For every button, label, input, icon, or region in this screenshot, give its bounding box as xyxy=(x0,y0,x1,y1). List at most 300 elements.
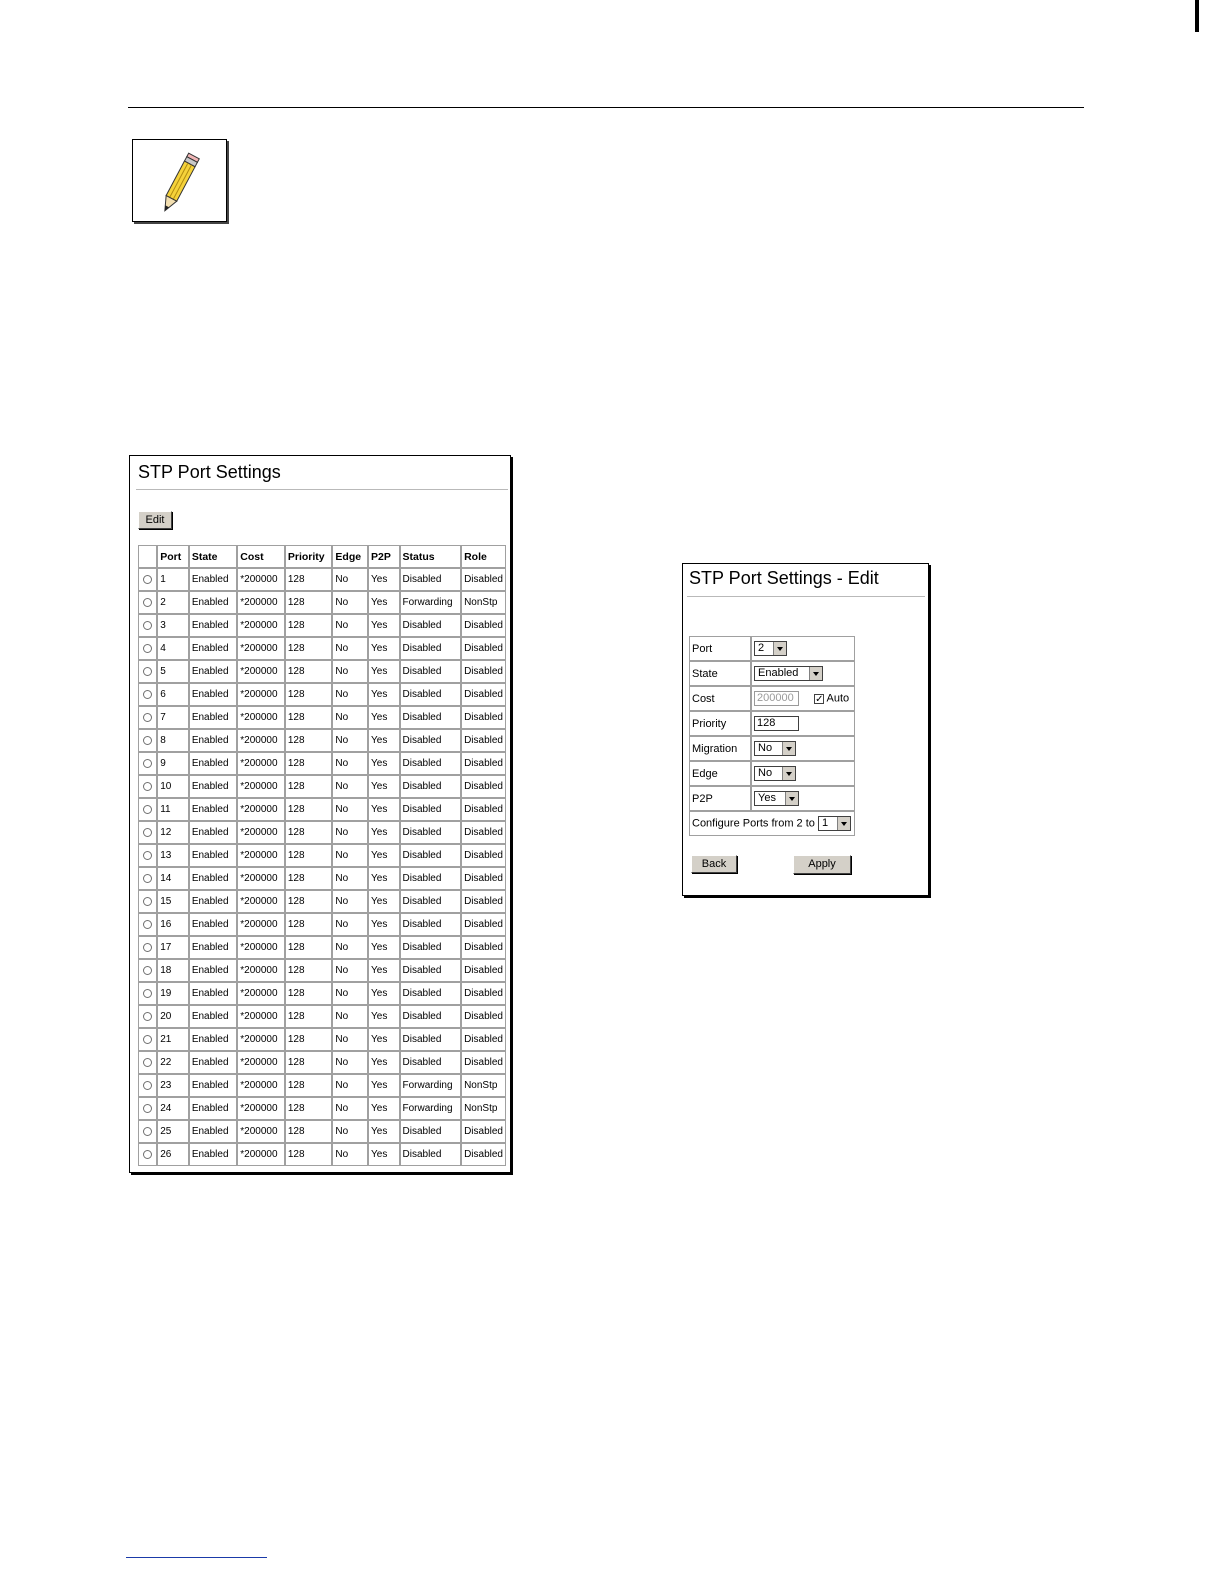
cell-port: 12 xyxy=(157,821,189,844)
cell-p2p: Yes xyxy=(368,729,399,752)
row-radio-button[interactable] xyxy=(143,805,152,814)
cell-state: Enabled xyxy=(189,568,237,591)
row-radio-button[interactable] xyxy=(143,759,152,768)
cell-edge: No xyxy=(332,568,368,591)
cell-role: Disabled xyxy=(461,890,506,913)
table-row xyxy=(138,1120,506,1143)
row-radio-button[interactable] xyxy=(143,851,152,860)
table-row xyxy=(138,683,506,706)
cell-state: Enabled xyxy=(189,706,237,729)
cell-priority: 128 xyxy=(285,775,333,798)
port-select-value: 2 xyxy=(758,642,765,654)
form-row-cost xyxy=(689,686,855,711)
cell-role: Disabled xyxy=(461,1120,506,1143)
cell-port: 7 xyxy=(157,706,189,729)
edge-label: Edge xyxy=(689,761,751,786)
cell-p2p: Yes xyxy=(368,798,399,821)
row-radio-button[interactable] xyxy=(143,598,152,607)
cell-cost: *200000 xyxy=(237,1028,285,1051)
select-cell xyxy=(138,637,157,660)
cell-port: 22 xyxy=(157,1051,189,1074)
cell-status: Forwarding xyxy=(400,1097,462,1120)
column-header-p2p: P2P xyxy=(368,545,399,568)
column-header-port: Port xyxy=(157,545,189,568)
cell-role: Disabled xyxy=(461,637,506,660)
cell-state: Enabled xyxy=(189,775,237,798)
cell-role: Disabled xyxy=(461,913,506,936)
cell-p2p: Yes xyxy=(368,1120,399,1143)
cell-edge: No xyxy=(332,775,368,798)
select-cell xyxy=(138,1005,157,1028)
select-cell xyxy=(138,1143,157,1166)
cell-state: Enabled xyxy=(189,752,237,775)
cell-role: Disabled xyxy=(461,775,506,798)
cell-priority: 128 xyxy=(285,660,333,683)
configure-to-select[interactable] xyxy=(818,816,851,831)
auto-checkbox[interactable]: ✓ xyxy=(815,693,824,705)
cell-status: Disabled xyxy=(400,706,462,729)
row-radio-button[interactable] xyxy=(143,1081,152,1090)
cell-cost: *200000 xyxy=(237,1074,285,1097)
edge-select-value: No xyxy=(758,767,773,779)
select-cell xyxy=(138,821,157,844)
row-radio-button[interactable] xyxy=(143,897,152,906)
select-cell xyxy=(138,959,157,982)
table-row xyxy=(138,591,506,614)
cell-p2p: Yes xyxy=(368,913,399,936)
cell-state: Enabled xyxy=(189,1120,237,1143)
cell-port: 16 xyxy=(157,913,189,936)
row-radio-button[interactable] xyxy=(143,1035,152,1044)
cell-status: Disabled xyxy=(400,1051,462,1074)
cell-cost: *200000 xyxy=(237,683,285,706)
header-rule xyxy=(128,107,1084,108)
cell-cost: *200000 xyxy=(237,936,285,959)
edit-form xyxy=(689,636,855,836)
cell-role: NonStp xyxy=(461,1074,506,1097)
auto-label: Auto xyxy=(826,692,850,705)
table-row xyxy=(138,1143,506,1166)
cell-state: Enabled xyxy=(189,591,237,614)
title-divider xyxy=(136,489,508,490)
cell-priority: 128 xyxy=(285,752,333,775)
table-row xyxy=(138,614,506,637)
cell-role: Disabled xyxy=(461,798,506,821)
migration-select[interactable] xyxy=(754,741,796,756)
cell-state: Enabled xyxy=(189,821,237,844)
cell-cost: *200000 xyxy=(237,660,285,683)
row-radio-button[interactable] xyxy=(143,690,152,699)
select-cell xyxy=(138,614,157,637)
cell-cost: *200000 xyxy=(237,798,285,821)
cell-status: Disabled xyxy=(400,752,462,775)
form-row-migration xyxy=(689,736,855,761)
row-radio-button[interactable] xyxy=(143,575,152,584)
form-row-state xyxy=(689,661,855,686)
edit-button[interactable]: Edit xyxy=(138,511,172,529)
cell-priority: 128 xyxy=(285,982,333,1005)
cell-port: 4 xyxy=(157,637,189,660)
stp-port-edit-panel xyxy=(682,563,929,896)
chevron-down-icon xyxy=(809,667,822,680)
row-radio-button[interactable] xyxy=(143,874,152,883)
cell-p2p: Yes xyxy=(368,706,399,729)
cell-p2p: Yes xyxy=(368,867,399,890)
cell-state: Enabled xyxy=(189,614,237,637)
cell-role: Disabled xyxy=(461,1028,506,1051)
cell-p2p: Yes xyxy=(368,637,399,660)
cell-state: Enabled xyxy=(189,1051,237,1074)
apply-button[interactable]: Apply xyxy=(793,855,851,874)
cell-state: Enabled xyxy=(189,959,237,982)
cell-role: Disabled xyxy=(461,752,506,775)
select-cell xyxy=(138,867,157,890)
select-cell xyxy=(138,1051,157,1074)
table-row xyxy=(138,1028,506,1051)
cell-cost: *200000 xyxy=(237,844,285,867)
column-header-cost: Cost xyxy=(237,545,285,568)
cell-role: Disabled xyxy=(461,706,506,729)
select-cell xyxy=(138,660,157,683)
cell-state: Enabled xyxy=(189,890,237,913)
cell-edge: No xyxy=(332,752,368,775)
select-cell xyxy=(138,752,157,775)
cell-port: 15 xyxy=(157,890,189,913)
state-select-value: Enabled xyxy=(758,667,799,679)
cell-edge: No xyxy=(332,959,368,982)
priority-cell xyxy=(751,711,855,736)
cell-port: 3 xyxy=(157,614,189,637)
cell-port: 6 xyxy=(157,683,189,706)
chevron-down-icon xyxy=(837,817,850,830)
cell-priority: 128 xyxy=(285,1051,333,1074)
select-cell xyxy=(138,683,157,706)
cell-port: 23 xyxy=(157,1074,189,1097)
cell-edge: No xyxy=(332,660,368,683)
cell-status: Disabled xyxy=(400,775,462,798)
cell-cost: *200000 xyxy=(237,1120,285,1143)
column-header-state: State xyxy=(189,545,237,568)
port-select[interactable] xyxy=(754,641,787,656)
cell-state: Enabled xyxy=(189,1143,237,1166)
cell-p2p: Yes xyxy=(368,775,399,798)
column-header-status: Status xyxy=(400,545,462,568)
cell-edge: No xyxy=(332,729,368,752)
priority-input[interactable]: 128 xyxy=(754,716,799,731)
cell-port: 1 xyxy=(157,568,189,591)
state-label: State xyxy=(689,661,751,686)
cell-priority: 128 xyxy=(285,913,333,936)
cell-cost: *200000 xyxy=(237,591,285,614)
cell-port: 9 xyxy=(157,752,189,775)
table-row xyxy=(138,844,506,867)
row-radio-button[interactable] xyxy=(143,1127,152,1136)
p2p-cell xyxy=(751,786,855,811)
cell-cost: *200000 xyxy=(237,1005,285,1028)
cell-p2p: Yes xyxy=(368,844,399,867)
select-cell xyxy=(138,798,157,821)
select-cell xyxy=(138,1120,157,1143)
migration-label: Migration xyxy=(689,736,751,761)
row-radio-button[interactable] xyxy=(143,1058,152,1067)
row-radio-button[interactable] xyxy=(143,713,152,722)
cell-port: 17 xyxy=(157,936,189,959)
cell-p2p: Yes xyxy=(368,660,399,683)
cell-status: Disabled xyxy=(400,959,462,982)
select-cell xyxy=(138,591,157,614)
cell-priority: 128 xyxy=(285,683,333,706)
cell-cost: *200000 xyxy=(237,982,285,1005)
row-radio-button[interactable] xyxy=(143,989,152,998)
cell-cost: *200000 xyxy=(237,890,285,913)
cell-priority: 128 xyxy=(285,729,333,752)
row-radio-button[interactable] xyxy=(143,782,152,791)
table-row xyxy=(138,982,506,1005)
cell-status: Disabled xyxy=(400,1005,462,1028)
page-edge-mark xyxy=(1195,0,1199,32)
cell-edge: No xyxy=(332,890,368,913)
cell-port: 14 xyxy=(157,867,189,890)
port-cell xyxy=(751,636,855,661)
cell-cost: *200000 xyxy=(237,637,285,660)
cell-edge: No xyxy=(332,1143,368,1166)
form-row-priority xyxy=(689,711,855,736)
column-header-priority: Priority xyxy=(285,545,333,568)
migration-cell xyxy=(751,736,855,761)
cell-state: Enabled xyxy=(189,637,237,660)
select-cell xyxy=(138,1074,157,1097)
cell-port: 21 xyxy=(157,1028,189,1051)
cell-status: Disabled xyxy=(400,1143,462,1166)
cell-edge: No xyxy=(332,936,368,959)
cell-status: Forwarding xyxy=(400,591,462,614)
cell-p2p: Yes xyxy=(368,982,399,1005)
cell-p2p: Yes xyxy=(368,1005,399,1028)
table-row xyxy=(138,936,506,959)
cell-edge: No xyxy=(332,867,368,890)
cell-port: 24 xyxy=(157,1097,189,1120)
cell-priority: 128 xyxy=(285,706,333,729)
cell-status: Disabled xyxy=(400,982,462,1005)
cell-cost: *200000 xyxy=(237,775,285,798)
cell-p2p: Yes xyxy=(368,1051,399,1074)
cell-status: Disabled xyxy=(400,867,462,890)
configure-cell xyxy=(689,811,855,836)
chevron-down-icon xyxy=(773,642,786,655)
table-row xyxy=(138,637,506,660)
cell-role: Disabled xyxy=(461,982,506,1005)
cell-role: Disabled xyxy=(461,1051,506,1074)
cell-cost: *200000 xyxy=(237,752,285,775)
row-radio-button[interactable] xyxy=(143,1104,152,1113)
cell-port: 19 xyxy=(157,982,189,1005)
cell-status: Disabled xyxy=(400,913,462,936)
configure-label: Configure Ports from 2 to xyxy=(692,817,815,830)
cell-role: Disabled xyxy=(461,821,506,844)
cell-edge: No xyxy=(332,982,368,1005)
cell-priority: 128 xyxy=(285,890,333,913)
table-header-row xyxy=(138,545,506,568)
cell-status: Disabled xyxy=(400,798,462,821)
panel-title: STP Port Settings xyxy=(138,462,281,482)
select-cell xyxy=(138,1028,157,1051)
cell-role: Disabled xyxy=(461,1143,506,1166)
cell-priority: 128 xyxy=(285,568,333,591)
stp-port-settings-panel xyxy=(129,455,511,1173)
cell-edge: No xyxy=(332,798,368,821)
cell-port: 13 xyxy=(157,844,189,867)
cell-priority: 128 xyxy=(285,1074,333,1097)
cost-label: Cost xyxy=(689,686,751,711)
cell-cost: *200000 xyxy=(237,706,285,729)
cost-input: 200000 xyxy=(754,691,799,706)
cell-edge: No xyxy=(332,1074,368,1097)
row-radio-button[interactable] xyxy=(143,1012,152,1021)
cell-edge: No xyxy=(332,591,368,614)
cell-state: Enabled xyxy=(189,982,237,1005)
cell-edge: No xyxy=(332,683,368,706)
cell-status: Disabled xyxy=(400,890,462,913)
cell-priority: 128 xyxy=(285,637,333,660)
cell-port: 25 xyxy=(157,1120,189,1143)
cell-priority: 128 xyxy=(285,614,333,637)
select-cell xyxy=(138,936,157,959)
cell-priority: 128 xyxy=(285,1005,333,1028)
cell-edge: No xyxy=(332,913,368,936)
cell-role: Disabled xyxy=(461,568,506,591)
edge-cell xyxy=(751,761,855,786)
table-row xyxy=(138,890,506,913)
cell-cost: *200000 xyxy=(237,867,285,890)
cell-p2p: Yes xyxy=(368,1143,399,1166)
select-cell xyxy=(138,568,157,591)
table-row xyxy=(138,706,506,729)
cell-port: 2 xyxy=(157,591,189,614)
edge-select[interactable] xyxy=(754,766,796,781)
cell-role: Disabled xyxy=(461,936,506,959)
table-row xyxy=(138,867,506,890)
row-radio-button[interactable] xyxy=(143,920,152,929)
cell-status: Disabled xyxy=(400,844,462,867)
cell-port: 5 xyxy=(157,660,189,683)
cell-status: Forwarding xyxy=(400,1074,462,1097)
cell-port: 11 xyxy=(157,798,189,821)
cell-cost: *200000 xyxy=(237,1051,285,1074)
select-cell xyxy=(138,890,157,913)
cell-cost: *200000 xyxy=(237,821,285,844)
cell-priority: 128 xyxy=(285,844,333,867)
cell-priority: 128 xyxy=(285,821,333,844)
table-row xyxy=(138,729,506,752)
table-row xyxy=(138,959,506,982)
cell-role: Disabled xyxy=(461,1005,506,1028)
cell-port: 20 xyxy=(157,1005,189,1028)
row-radio-button[interactable] xyxy=(143,828,152,837)
cell-cost: *200000 xyxy=(237,614,285,637)
row-radio-button[interactable] xyxy=(143,667,152,676)
cell-cost: *200000 xyxy=(237,1097,285,1120)
table-row xyxy=(138,913,506,936)
cell-priority: 128 xyxy=(285,867,333,890)
column-header-role: Role xyxy=(461,545,506,568)
cell-edge: No xyxy=(332,1005,368,1028)
cell-cost: *200000 xyxy=(237,913,285,936)
footer-link-rule xyxy=(126,1557,267,1558)
cell-edge: No xyxy=(332,614,368,637)
cell-state: Enabled xyxy=(189,729,237,752)
column-header-edge: Edge xyxy=(332,545,368,568)
cell-status: Disabled xyxy=(400,1120,462,1143)
p2p-select[interactable] xyxy=(754,791,799,806)
cell-p2p: Yes xyxy=(368,1097,399,1120)
cell-role: NonStp xyxy=(461,591,506,614)
port-label: Port xyxy=(689,636,751,661)
cell-priority: 128 xyxy=(285,1097,333,1120)
cell-status: Disabled xyxy=(400,660,462,683)
cell-state: Enabled xyxy=(189,913,237,936)
cell-priority: 128 xyxy=(285,591,333,614)
row-radio-button[interactable] xyxy=(143,1150,152,1159)
cell-p2p: Yes xyxy=(368,936,399,959)
cell-status: Disabled xyxy=(400,1028,462,1051)
row-radio-button[interactable] xyxy=(143,966,152,975)
cell-priority: 128 xyxy=(285,798,333,821)
cell-state: Enabled xyxy=(189,1097,237,1120)
form-row-configure xyxy=(689,811,855,836)
cell-status: Disabled xyxy=(400,821,462,844)
chevron-down-icon xyxy=(782,742,795,755)
cell-port: 10 xyxy=(157,775,189,798)
cell-p2p: Yes xyxy=(368,959,399,982)
cell-role: NonStp xyxy=(461,1097,506,1120)
configure-select-value: 1 xyxy=(821,817,829,829)
back-button[interactable]: Back xyxy=(691,855,737,873)
cell-p2p: Yes xyxy=(368,890,399,913)
cell-state: Enabled xyxy=(189,683,237,706)
cell-edge: No xyxy=(332,821,368,844)
cell-role: Disabled xyxy=(461,729,506,752)
cell-edge: No xyxy=(332,1028,368,1051)
cell-status: Disabled xyxy=(400,936,462,959)
cell-status: Disabled xyxy=(400,614,462,637)
row-radio-button[interactable] xyxy=(143,621,152,630)
title-divider xyxy=(687,596,925,597)
cell-p2p: Yes xyxy=(368,752,399,775)
cell-port: 26 xyxy=(157,1143,189,1166)
chevron-down-icon xyxy=(782,767,795,780)
cell-priority: 128 xyxy=(285,1028,333,1051)
cell-state: Enabled xyxy=(189,844,237,867)
state-select[interactable] xyxy=(754,666,823,681)
select-cell xyxy=(138,913,157,936)
state-cell xyxy=(751,661,855,686)
cell-role: Disabled xyxy=(461,683,506,706)
row-radio-button[interactable] xyxy=(143,736,152,745)
table-row xyxy=(138,568,506,591)
cell-state: Enabled xyxy=(189,1028,237,1051)
migration-select-value: No xyxy=(758,742,773,754)
row-radio-button[interactable] xyxy=(143,644,152,653)
cell-priority: 128 xyxy=(285,936,333,959)
cell-priority: 128 xyxy=(285,959,333,982)
port-table xyxy=(138,545,506,1166)
table-row xyxy=(138,775,506,798)
cell-cost: *200000 xyxy=(237,1143,285,1166)
cell-edge: No xyxy=(332,844,368,867)
cell-p2p: Yes xyxy=(368,614,399,637)
row-radio-button[interactable] xyxy=(143,943,152,952)
chevron-down-icon xyxy=(785,792,798,805)
